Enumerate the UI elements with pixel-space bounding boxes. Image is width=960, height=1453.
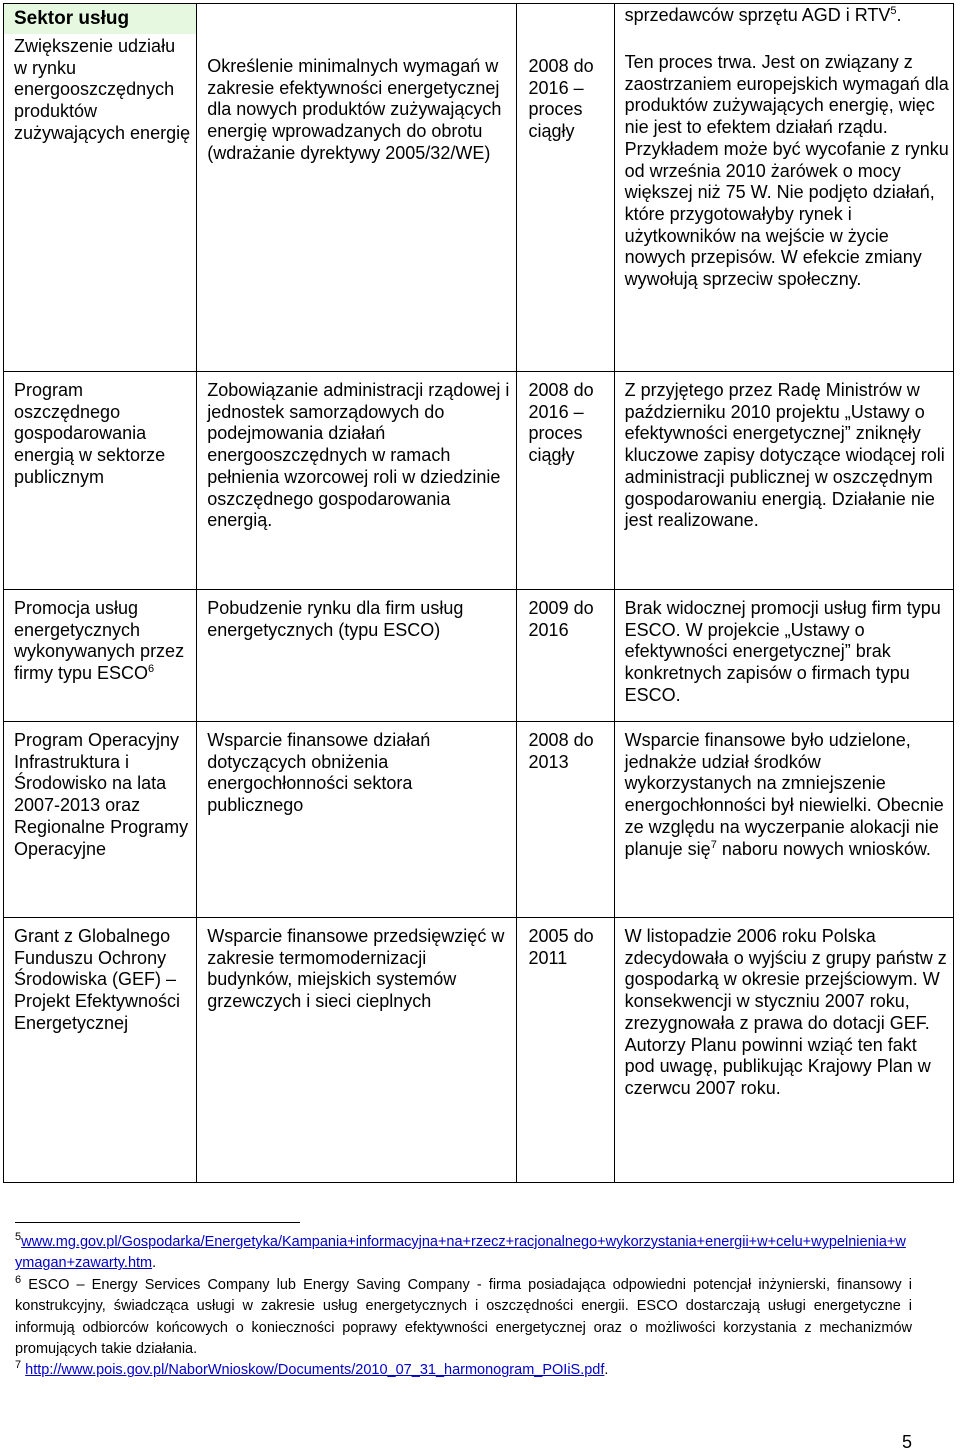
table-row (4, 590, 954, 722)
footnote-6 (15, 1275, 912, 1361)
footnote-number: 5 (15, 1231, 22, 1244)
assessment-cell (614, 722, 953, 918)
sector-title: Sektor usług (4, 4, 196, 34)
continuation-text (615, 4, 953, 32)
page-number: 5 (901, 1432, 912, 1452)
assessment-text (615, 722, 953, 870)
footnote-text: . (604, 1362, 609, 1379)
action-cell (197, 918, 516, 1183)
action-cell (197, 372, 516, 590)
assessment-text: Z przyjętego przez Radę Ministrów w październiku 2010 projektu „Ustawy o efektywności energetycznej” zniknęły kluczowe zapisy dotyczące wiodącej roli administracji publicznej w oszczędnym gospodarowaniu energią. Działanie nie jest realizowane. (624, 380, 945, 531)
measure-body: Promocja usług energetycznych wykonywanych przez firmy typu ESCO (14, 598, 185, 684)
table-row (4, 918, 954, 1183)
period-text: 2008 do 2016 – proces ciągły (528, 380, 594, 466)
measure-cell (4, 372, 197, 590)
period-cell (516, 918, 614, 1183)
period-text: 2008 do 2013 (528, 730, 594, 772)
period-text: 2005 do 2011 (528, 926, 594, 968)
period-cell (516, 590, 614, 722)
measure-text: Grant z Globalnego Funduszu Ochrony Środowiska (GEF) – Projekt Efektywności Energetycznej (14, 926, 181, 1033)
measure-text: Zwiększenie udziału w rynku energooszczędnych produktów zużywających energię (14, 36, 191, 143)
assessment-body: Wsparcie finansowe było udzielone, jednakże udział środków wykorzystanych na zmniejszenie energochłonności był niewielki. Obecnie ze względu na wyczerpanie alokacji nie planuje się (624, 730, 944, 859)
continuation-suffix: . (896, 5, 902, 25)
action-cell (197, 4, 516, 372)
footnote-ref: 6 (148, 663, 155, 676)
period-cell (516, 4, 614, 372)
policy-table (3, 3, 954, 1183)
action-text: Pobudzenie rynku dla firm usług energetycznych (typu ESCO) (207, 598, 464, 640)
table-row (4, 4, 954, 372)
measure-text (4, 590, 196, 695)
period-text: 2008 do 2016 – proces ciągły (528, 56, 594, 142)
assessment-cell (614, 372, 953, 590)
footnote-separator (15, 1222, 300, 1223)
action-text: Wsparcie finansowe działań dotyczących obniżenia energochłonności sektora publicznego (207, 730, 431, 816)
assessment-cell (614, 918, 953, 1183)
action-cell (197, 722, 516, 918)
measure-cell (4, 918, 197, 1183)
footnote-text: . (152, 1255, 157, 1272)
footnote-7 (15, 1360, 912, 1381)
assessment-tail: naboru nowych wniosków. (716, 838, 931, 859)
assessment-text: Brak widocznej promocji usług firm typu ESCO. W projekcie „Ustawy o efektywności energetycznej” brak konkretnych zapisów o firmach typu ESCO. (624, 598, 941, 705)
measure-cell (4, 4, 197, 372)
footnote-link[interactable]: www.mg.gov.pl/Gospodarka/Energetyka/Kampania+informacyjna+na+rzecz+racjonalnego+wykorzystania+energii+w+celu+wypelnienia+wymagan+zawarty.htm (15, 1234, 906, 1272)
table-row (4, 722, 954, 918)
footnote-5 (15, 1232, 912, 1275)
continuation-body: sprzedawców sprzętu AGD i RTV (624, 5, 891, 25)
assessment-cell (614, 4, 953, 372)
assessment-text: W listopadzie 2006 roku Polska zdecydowała o wyjściu z grupy państw z gospodarką w okresie przejściowym. W konsekwencji w styczniu 2007 roku, zrezygnowała z prawa do dotacji GEF. Autorzy Planu powinni wziąć ten fakt pod uwagę, publikując Krajowy Plan w czerwcu 2007 roku. (624, 926, 947, 1098)
measure-text: Program Operacyjny Infrastruktura i Środowisko na lata 2007-2013 oraz Regionalne Programy Operacyjne (14, 730, 189, 859)
table-row (4, 372, 954, 590)
assessment-text: Ten proces trwa. Jest on związany z zaostrzaniem europejskich wymagań dla produktów zużywających energię, więc nie jest to efektem działań rządu. Przykładem może być wycofanie z rynku od września 2010 żarówek o mocy większej niż 75 W. Nie podjęto działań, które przygotowałyby rynek i użytkowników na wejście w życie nowych przepisów. W efekcie zmiany wywołują sprzeciw społeczny. (624, 52, 949, 290)
assessment-cell (614, 590, 953, 722)
measure-cell (4, 722, 197, 918)
action-text: Wsparcie finansowe przedsięwzięć w zakresie termomodernizacji budynków, miejskich systemów grzewczych i sieci cieplnych (207, 926, 505, 1012)
period-text: 2009 do 2016 (528, 598, 594, 640)
footnotes (15, 1232, 912, 1382)
footnote-text: ESCO – Energy Services Company lub Energy Saving Company - firma posiadająca odpowiedni potencjał inżynierski, finansowy i konstrukcyjny, świadcząca usługi w zakresie usług energetycznych i oszczędności energii. ESCO dostarczają usługi energetyczne i informują odbiorców końcowych o konieczności poprawy efektywności energetycznej oraz o możliwości korzystania z mechanizmów promujących takie działania. (15, 1276, 912, 1358)
footnote-number: 7 (15, 1359, 22, 1372)
footnote-link[interactable]: http://www.pois.gov.pl/NaborWnioskow/Documents/2010_07_31_harmonogram_POIiS.pdf (25, 1362, 605, 1379)
measure-text: Program oszczędnego gospodarowania energią w sektorze publicznym (14, 380, 166, 487)
period-cell (516, 372, 614, 590)
period-cell (516, 722, 614, 918)
action-cell (197, 590, 516, 722)
footnote-ref: 5 (890, 5, 897, 17)
action-text: Określenie minimalnych wymagań w zakresie efektywności energetycznej dla nowych produktów zużywających energię wprowadzanych do obrotu (wdrażanie dyrektywy 2005/32/WE) (207, 56, 502, 163)
footnote-number: 6 (15, 1273, 22, 1286)
measure-cell (4, 590, 197, 722)
footnote-ref: 7 (710, 838, 717, 851)
action-text: Zobowiązanie administracji rządowej i jednostek samorządowych do podejmowania działań energooszczędnych w ramach pełnienia wzorcowej roli w dziedzinie oszczędnego gospodarowania energią. (207, 380, 510, 531)
